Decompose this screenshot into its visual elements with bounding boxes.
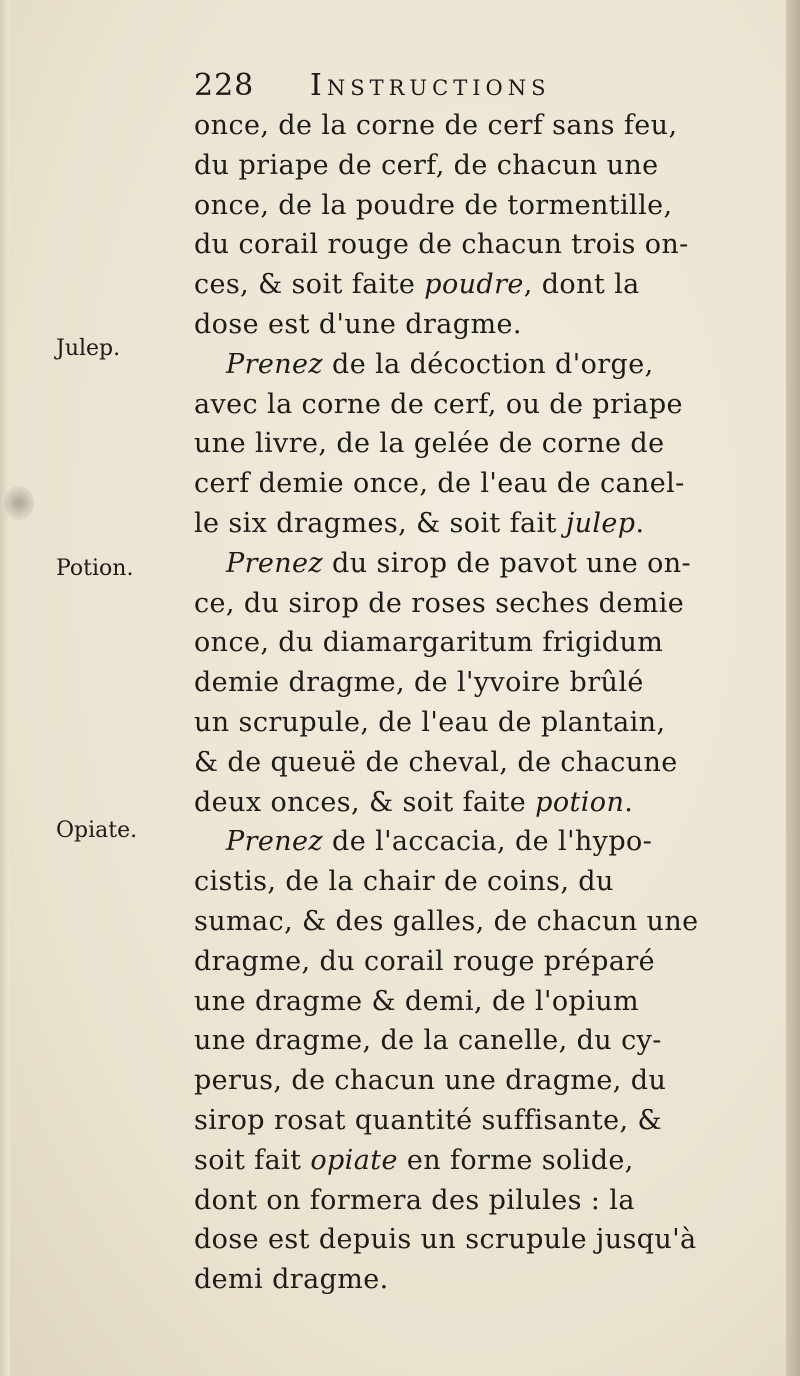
text-line [194,663,716,703]
line-text: de la décoction d'orge, [323,348,654,380]
text-line [194,504,716,544]
line-text: une dragme & demi, de l'opium [194,985,640,1017]
line-text: sirop rosat quantité suffisante, & [194,1104,662,1136]
text-line [194,1260,716,1300]
line-text: soit fait [194,1144,311,1176]
text-line [194,703,716,743]
text-line [194,822,716,862]
line-text: cerf demie once, de l'eau de canel- [194,468,685,500]
line-text: avec la corne de cerf, ou de priape [194,388,683,420]
line-text: cistis, de la chair de coins, du [194,866,614,898]
line-text: once, de la poudre de tormentille, [194,189,673,221]
text-line [194,942,716,982]
text-line [194,146,716,186]
text-line [194,902,716,942]
line-text: de l'accacia, de l'hypo- [323,826,653,858]
line-text: , dont la [523,269,640,301]
margin-note-opiate: Opiate. [56,818,138,843]
line-text: . [624,786,634,818]
page-number: 228 [194,68,255,103]
text-line [194,544,716,584]
text-line [194,1021,716,1061]
margin-note-julep: Julep. [56,336,121,361]
line-text: dose est d'une dragme. [194,308,522,340]
text-line [194,862,716,902]
text-line [194,464,716,504]
text-line [194,345,716,385]
text-line [194,623,716,663]
line-text: du priape de cerf, de chacun une [194,149,659,181]
italic-term: Prenez [226,547,324,579]
text-line [194,106,716,146]
text-line [194,584,716,624]
text-line [194,186,716,226]
line-text: . [635,507,645,539]
text-line [194,1141,716,1181]
line-text: demi dragme. [194,1264,389,1296]
line-text: ces, & soit faite [194,269,425,301]
line-text: once, du diamargaritum frigidum [194,627,664,659]
line-text: once, de la corne de cerf sans feu, [194,110,678,141]
line-text: & de queuë de cheval, de chacune [194,746,678,778]
text-line [194,1220,716,1260]
line-text: une livre, de la gelée de corne de [194,428,665,460]
text-line [194,225,716,265]
text-line [194,1061,716,1101]
line-text: deux onces, & soit faite [194,786,536,818]
line-text: demie dragme, de l'yvoire brûlé [194,667,644,699]
text-line [194,305,716,345]
line-text: dragme, du corail rouge préparé [194,945,656,977]
text-line [194,783,716,823]
text-line [194,982,716,1022]
body-text [194,106,716,1300]
text-line [194,1101,716,1141]
margin-note-potion: Potion. [56,556,134,581]
paper-stain [4,486,34,520]
text-line [194,743,716,783]
text-line [194,424,716,464]
line-text: le six dragmes, & soit fait [194,507,566,539]
italic-term: Prenez [226,348,324,380]
line-text: dont on formera des pilules : la [194,1184,635,1216]
line-text: ce, du sirop de roses seches demie [194,587,685,619]
line-text: du corail rouge de chacun trois on- [194,229,689,261]
italic-term: Prenez [226,826,324,858]
text-line [194,385,716,425]
line-text: une dragme, de la canelle, du cy- [194,1025,662,1057]
page-left-edge [0,0,10,1376]
line-text: en forme solide, [397,1144,634,1176]
line-text: dose est depuis un scrupule jusqu'à [194,1224,697,1256]
text-line [194,265,716,305]
line-text: perus, de chacun une dragme, du [194,1065,667,1097]
line-text: un scrupule, de l'eau de plantain, [194,706,666,738]
line-text: sumac, & des galles, de chacun une [194,905,699,937]
italic-term: poudre [424,269,524,301]
line-text: du sirop de pavot une on- [323,547,692,579]
text-line [194,1181,716,1221]
running-title: Instructions [310,68,551,103]
italic-term: julep [565,507,636,539]
italic-term: opiate [310,1144,398,1176]
page-right-edge [786,0,800,1376]
italic-term: potion [535,786,625,818]
